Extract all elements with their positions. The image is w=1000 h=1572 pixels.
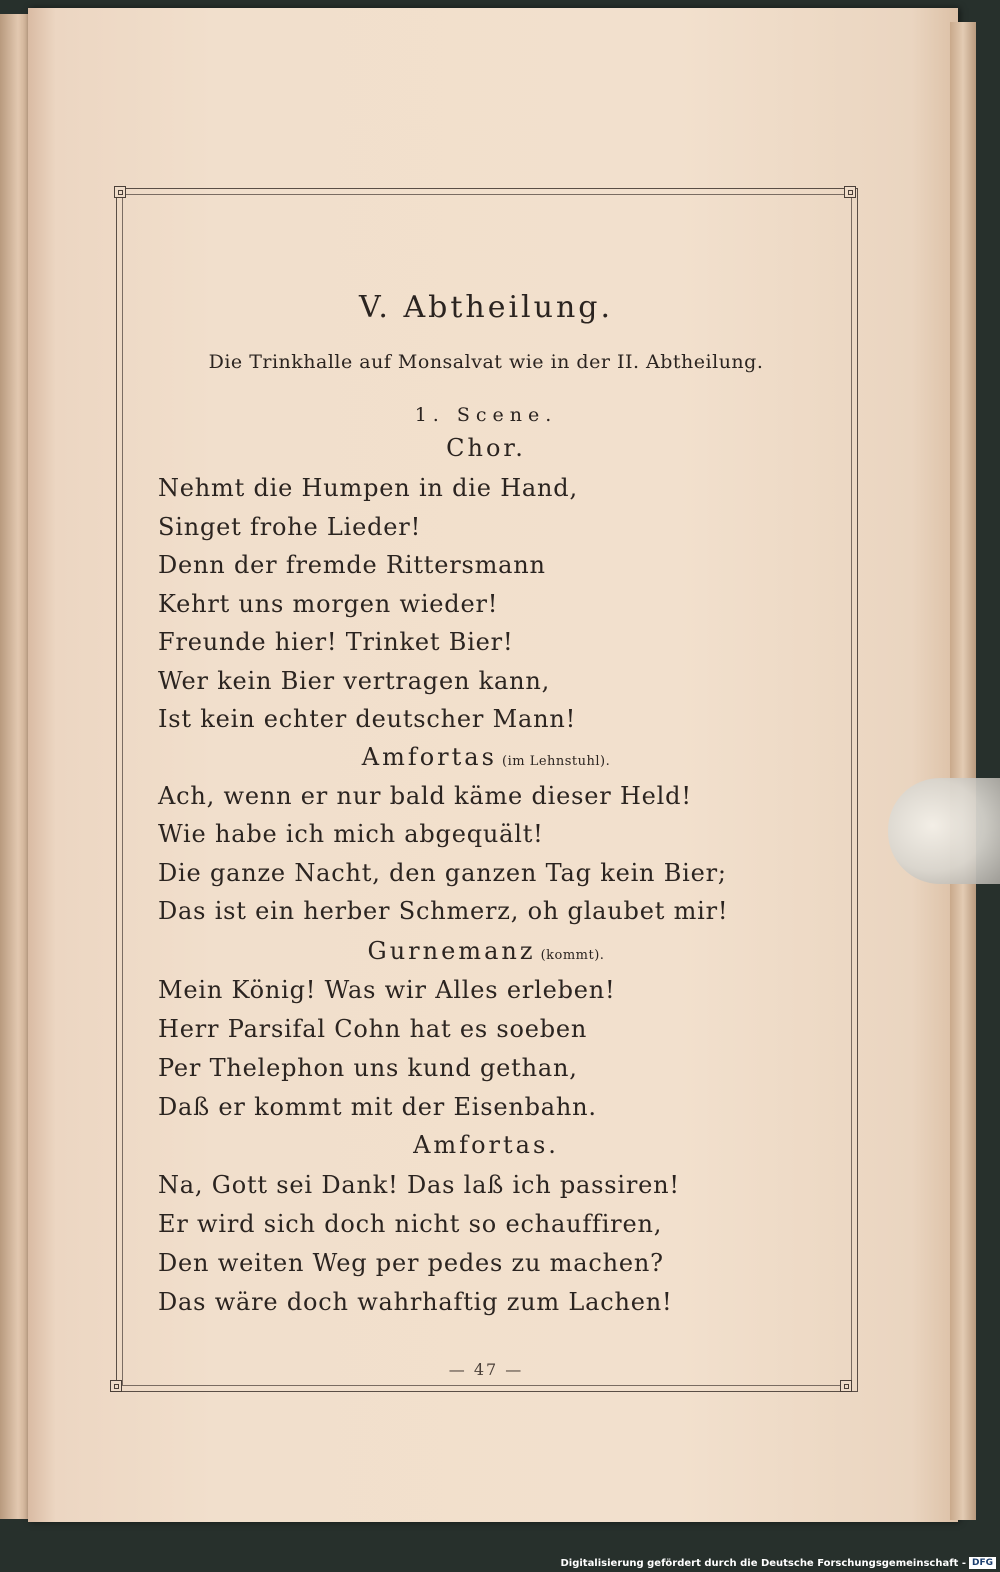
speaker-amfortas: Amfortas. (413, 1131, 559, 1159)
verse-line: Freunde hier! Trinket Bier! (158, 628, 514, 656)
funding-credit-text: Digitalisierung gefördert durch die Deutsche Forschungsgemeinschaft - (560, 1557, 966, 1569)
frame-corner-ornament (840, 1380, 852, 1392)
verse-line: Wer kein Bier vertragen kann, (158, 667, 551, 695)
speaker-chor: Chor. (446, 434, 526, 462)
frame-corner-ornament (114, 186, 126, 198)
stage-direction: (im Lehnstuhl). (502, 754, 611, 769)
speaker-amfortas: Amfortas (361, 743, 497, 771)
verse-line: Na, Gott sei Dank! Das laß ich passiren! (158, 1171, 680, 1199)
page-number: — 47 — (448, 1360, 524, 1379)
stage-setting: Die Trinkhalle auf Monsalvat wie in der II. Abtheilung. (208, 351, 764, 373)
verse-line: Herr Parsifal Cohn hat es soeben (158, 1015, 588, 1043)
verse-line: Das ist ein herber Schmerz, oh glaubet mir! (158, 897, 729, 925)
verse-line: Ist kein echter deutscher Mann! (158, 705, 577, 733)
section-heading: V. Abtheilung. (358, 290, 614, 325)
verse-line: Ach, wenn er nur bald käme dieser Held! (158, 782, 692, 810)
frame-corner-ornament (110, 1380, 122, 1392)
stage-direction: (kommt). (540, 948, 605, 963)
verse-line: Er wird sich doch nicht so echauffiren, (158, 1210, 663, 1238)
verse-line: Wie habe ich mich abgequält! (158, 820, 544, 848)
verse-line: Singet frohe Lieder! (158, 513, 422, 541)
speaker-gurnemanz: Gurnemanz (367, 937, 536, 965)
verse-line: Denn der fremde Rittersmann (158, 551, 546, 579)
frame-corner-ornament (844, 186, 856, 198)
page-clip (888, 778, 1000, 884)
adjacent-page-edge (0, 14, 30, 1519)
verse-line: Nehmt die Humpen in die Hand, (158, 474, 578, 502)
dfg-logo: DFG (969, 1557, 996, 1569)
verse-line: Mein König! Was wir Alles erleben! (158, 976, 616, 1004)
page-block-edge (950, 22, 976, 1520)
book-page (28, 8, 958, 1522)
verse-line: Kehrt uns morgen wieder! (158, 590, 499, 618)
verse-line: Die ganze Nacht, den ganzen Tag kein Bier; (158, 859, 727, 887)
speaker-heading (28, 743, 944, 771)
funding-credit (560, 1556, 996, 1570)
speaker-heading (28, 937, 944, 965)
scene-title: 1. Scene. (414, 404, 558, 426)
verse-line: Daß er kommt mit der Eisenbahn. (158, 1093, 597, 1121)
verse-line: Das wäre doch wahrhaftig zum Lachen! (158, 1288, 673, 1316)
verse-line: Per Thelephon uns kund gethan, (158, 1054, 578, 1082)
verse-line: Den weiten Weg per pedes zu machen? (158, 1249, 664, 1277)
